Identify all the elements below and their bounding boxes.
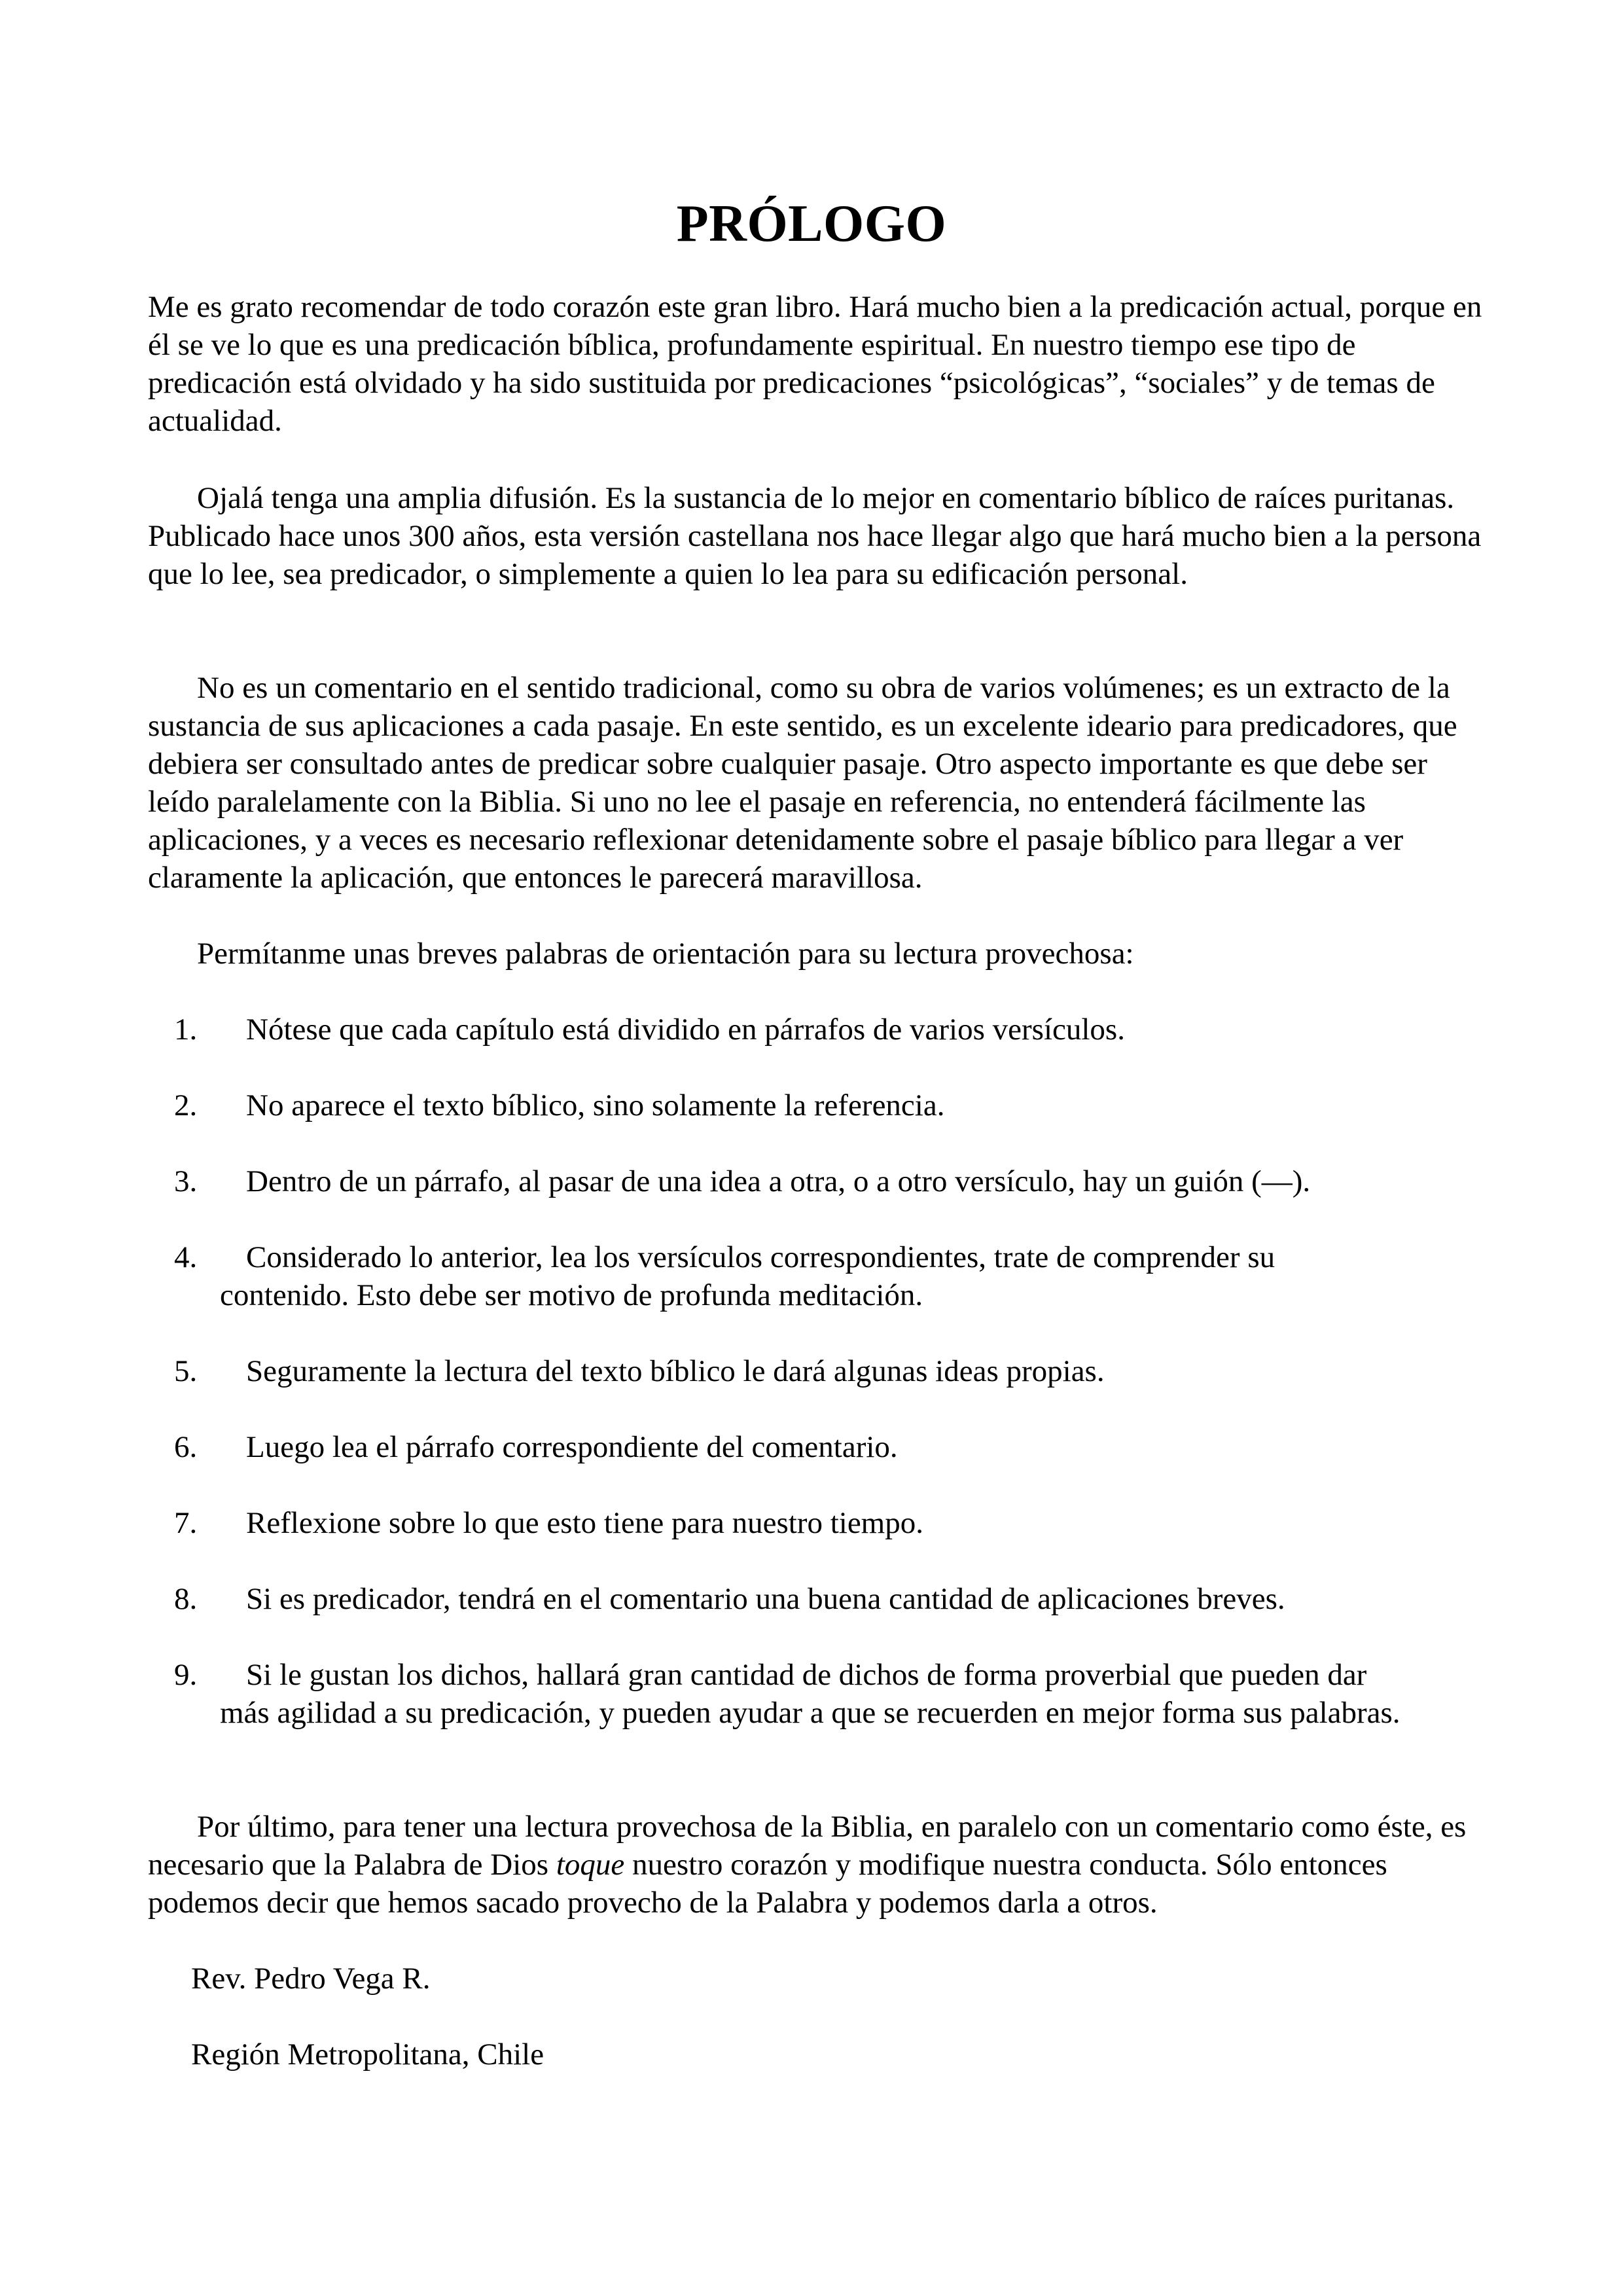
- list-item: [174, 1428, 1489, 1466]
- list-item-number: 3.: [174, 1164, 198, 1198]
- list-item-number: 2.: [174, 1088, 198, 1122]
- list-item-text: Si le gustan los dichos, hallará gran cantidad de dichos de forma proverbial que pueden dar: [246, 1658, 1367, 1692]
- list-item-number: 1.: [174, 1013, 198, 1047]
- list-item-text: Reflexione sobre lo que esto tiene para nuestro tiempo.: [246, 1506, 923, 1540]
- list-item: [174, 1011, 1489, 1049]
- signature-place: Región Metropolitana, Chile: [191, 2037, 544, 2072]
- list-item: [174, 1656, 1489, 1732]
- list-item-number: 6.: [174, 1430, 198, 1464]
- conclusion-emphasis: toque: [556, 1848, 625, 1882]
- list-item-text: Si es predicador, tendrá en el comentario una buena cantidad de aplicaciones breves.: [246, 1582, 1285, 1616]
- list-item-number: 4.: [174, 1240, 198, 1274]
- paragraph-orientacion: Permítanme unas breves palabras de orientación para su lectura provechosa:: [197, 937, 1134, 971]
- list-item-continuation: más agilidad a su predicación, y pueden ayudar a que se recuerden en mejor forma sus palabras.: [220, 1696, 1400, 1730]
- conclusion-text-end: nuestro corazón y modifique nuestra conducta. Sólo entonces podemos decir que hemos sacado provecho de la Palabra y podemos darla a otros.: [148, 1848, 1387, 1920]
- list-item: [174, 1504, 1489, 1542]
- paragraph-intro: Me es grato recomendar de todo corazón este gran libro. Hará mucho bien a la predicación actual, porque en él se ve lo que es una predicación bíblica, profundamente espiritual. En nuestro tiempo ese tipo de predicación está olvidado y ha sido sustituida por predicaciones “psicológicas”, “sociales” y de temas de actualidad.: [148, 290, 1482, 438]
- list-item: [174, 1162, 1489, 1200]
- list-item-text: Luego lea el párrafo correspondiente del comentario.: [246, 1430, 898, 1464]
- paragraph-conclusion: [148, 1808, 1489, 1922]
- list-item-text: No aparece el texto bíblico, sino solamente la referencia.: [246, 1088, 945, 1122]
- list-item-text: Considerado lo anterior, lea los versículos correspondientes, trate de comprender su: [246, 1240, 1275, 1274]
- list-item-number: 5.: [174, 1354, 198, 1388]
- paragraph-difusion: Ojalá tenga una amplia difusión. Es la sustancia de lo mejor en comentario bíblico de raíces puritanas. Publicado hace unos 300 años, esta versión castellana nos hace llegar algo que hará mucho bien a la persona que lo lee, sea predicador, o simplemente a quien lo lea para su edificación personal.: [148, 481, 1482, 591]
- list-item-number: 8.: [174, 1582, 198, 1616]
- list-item-number: 9.: [174, 1658, 198, 1692]
- conclusion-text-start: Por último, para tener una lectura provechosa de la Biblia, en paralelo con un comentario como éste, es necesario que la Palabra de Dios: [148, 1810, 1467, 1882]
- page-title: PRÓLOGO: [676, 195, 947, 253]
- list-item-text: Seguramente la lectura del texto bíblico le dará algunas ideas propias.: [246, 1354, 1105, 1388]
- signature-name: Rev. Pedro Vega R.: [191, 1962, 431, 1996]
- list-item: [174, 1238, 1489, 1314]
- list-item-text: Nótese que cada capítulo está dividido en párrafos de varios versículos.: [246, 1013, 1125, 1047]
- list-item-continuation: contenido. Esto debe ser motivo de profunda meditación.: [220, 1278, 923, 1312]
- list-item: [174, 1580, 1489, 1618]
- list-item: [174, 1086, 1489, 1124]
- paragraph-comentario: No es un comentario en el sentido tradicional, como su obra de varios volúmenes; es un extracto de la sustancia de sus aplicaciones a cada pasaje. En este sentido, es un excelente ideario para predicadores, que debiera ser consultado antes de predicar sobre cualquier pasaje. Otro aspecto importante es que debe ser leído paralelamente con la Biblia. Si uno no lee el pasaje en referencia, no entenderá fácilmente las aplicaciones, y a veces es necesario reflexionar detenidamente sobre el pasaje bíblico para llegar a ver claramente la aplicación, que entonces le parecerá maravillosa.: [148, 671, 1457, 895]
- list-item: [174, 1352, 1489, 1390]
- list-item-text: Dentro de un párrafo, al pasar de una idea a otra, o a otro versículo, hay un guión (—).: [246, 1164, 1311, 1198]
- list-item-number: 7.: [174, 1506, 198, 1540]
